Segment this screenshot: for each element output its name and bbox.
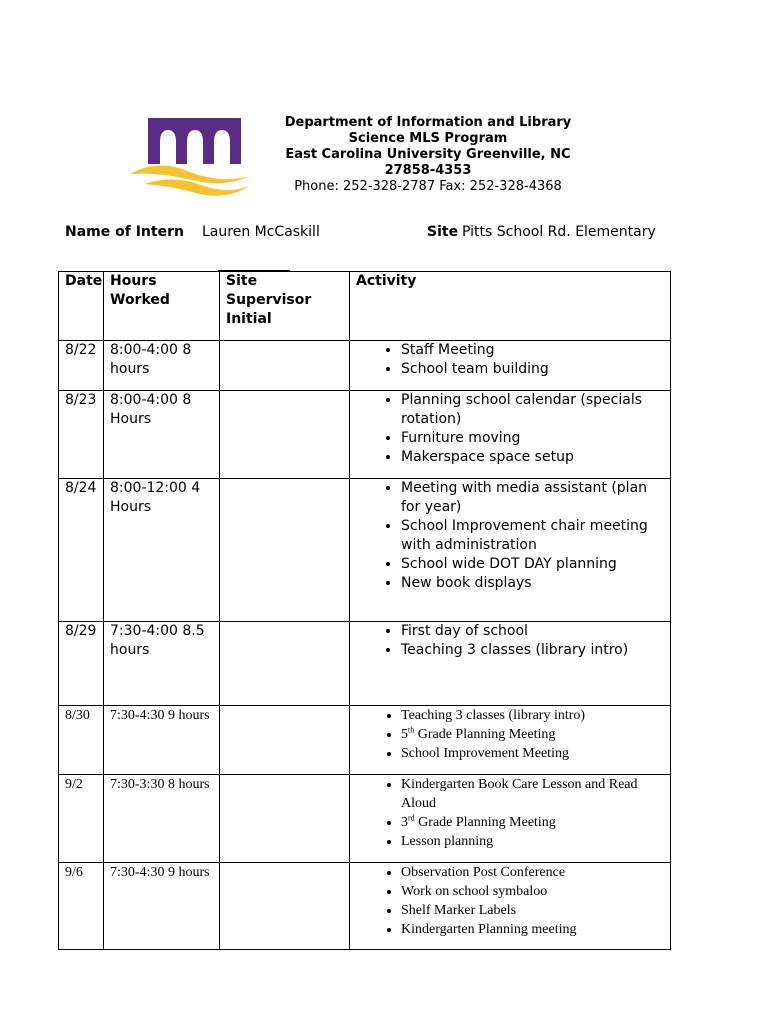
intern-name-value: Lauren McCaskill (202, 224, 320, 240)
table-row (59, 391, 671, 479)
activity-item (401, 479, 664, 517)
site-label: Site (427, 224, 459, 240)
supervisor-initial-cell (220, 479, 350, 622)
header-line-2: Science MLS Program (348, 131, 508, 146)
activity-text: New book displays (401, 575, 532, 591)
header-line-3: East Carolina University Greenville, NC (285, 147, 571, 162)
date-cell: 9/2 (59, 775, 104, 863)
activity-text: Planning school calendar (specials rotation) (401, 392, 643, 427)
department-header (268, 115, 588, 195)
hours-cell: 8:00-12:00 4 Hours (104, 479, 220, 622)
table-row (59, 479, 671, 622)
activity-text: School Improvement Meeting (401, 746, 569, 761)
activity-item (401, 429, 664, 448)
hours-cell: 8:00-4:00 8 hours (104, 341, 220, 391)
table-header-row (59, 272, 671, 341)
activity-item (401, 641, 664, 660)
ordinal-number: 3 (401, 815, 408, 830)
activity-list (356, 863, 664, 939)
header-supervisor: Site Supervisor Initial (220, 272, 350, 341)
activity-text: Teaching 3 classes (library intro) (401, 708, 586, 723)
intern-name-label: Name of Intern (65, 224, 184, 240)
activity-text: Kindergarten Planning meeting (401, 922, 577, 937)
header-line-4: 27858-4353 (384, 163, 472, 178)
activity-text: Grade Planning Meeting (414, 727, 556, 742)
activity-list (356, 391, 664, 467)
activity-item (401, 706, 664, 725)
activity-text: Meeting with media assistant (plan for year) (401, 480, 648, 515)
date-cell: 8/22 (59, 341, 104, 391)
activity-item (401, 744, 664, 763)
activity-text: Kindergarten Book Care Lesson and Read Aloud (401, 777, 638, 811)
activity-text: Observation Post Conference (401, 865, 566, 880)
activity-text: School Improvement chair meeting with administration (401, 518, 648, 553)
hours-cell: 7:30-4:30 9 hours (104, 706, 220, 775)
activity-list (356, 622, 664, 660)
activity-text: School team building (401, 361, 549, 377)
activity-text: Work on school symbaloo (401, 884, 548, 899)
date-cell: 8/29 (59, 622, 104, 706)
header-line-1: Department of Information and Library (284, 115, 572, 130)
activity-text: Shelf Marker Labels (401, 903, 517, 918)
activity-list (356, 706, 664, 763)
table-row (59, 863, 671, 950)
hours-cell: 7:30-3:30 8 hours (104, 775, 220, 863)
activity-list (356, 479, 664, 593)
activity-cell (350, 622, 671, 706)
date-cell: 9/6 (59, 863, 104, 950)
date-cell: 8/23 (59, 391, 104, 479)
header-date: Date (59, 272, 104, 341)
activity-item (401, 832, 664, 851)
activity-item (401, 863, 664, 882)
table-row (59, 622, 671, 706)
supervisor-initial-cell (220, 706, 350, 775)
activity-item (401, 360, 664, 379)
activity-item (401, 555, 664, 574)
activity-item (401, 813, 664, 832)
activity-item (401, 517, 664, 555)
hours-cell: 7:30-4:30 9 hours (104, 863, 220, 950)
activity-cell (350, 479, 671, 622)
activity-cell (350, 706, 671, 775)
ordinal-suffix: th (408, 725, 415, 735)
activity-list (356, 775, 664, 851)
supervisor-initial-cell (220, 622, 350, 706)
date-cell: 8/24 (59, 479, 104, 622)
activity-list (356, 341, 664, 379)
intern-info-row (65, 224, 705, 244)
activity-item (401, 622, 664, 641)
activity-item (401, 901, 664, 920)
activity-cell (350, 391, 671, 479)
activity-cell (350, 341, 671, 391)
activity-text: Makerspace space setup (401, 449, 574, 465)
supervisor-initial-cell (220, 391, 350, 479)
activity-text: Grade Planning Meeting (414, 815, 556, 830)
table-row (59, 341, 671, 391)
ecu-logo (128, 114, 252, 200)
activity-item (401, 448, 664, 467)
activity-item (401, 882, 664, 901)
activity-text: First day of school (401, 623, 528, 639)
activity-item (401, 920, 664, 939)
ordinal-suffix: rd (408, 813, 415, 823)
hours-cell: 8:00-4:00 8 Hours (104, 391, 220, 479)
supervisor-initial-cell (220, 863, 350, 950)
ordinal-number: 5 (401, 727, 408, 742)
header-activity: Activity (350, 272, 671, 341)
activity-log-table (58, 271, 671, 950)
date-cell: 8/30 (59, 706, 104, 775)
supervisor-initial-cell (220, 775, 350, 863)
header-hours: Hours Worked (104, 272, 220, 341)
phone-fax: Phone: 252-328-2787 Fax: 252-328-4368 (294, 179, 562, 194)
hours-cell: 7:30-4:00 8.5 hours (104, 622, 220, 706)
activity-cell (350, 775, 671, 863)
activity-item (401, 341, 664, 360)
activity-item (401, 574, 664, 593)
activity-text: School wide DOT DAY planning (401, 556, 617, 572)
table-row (59, 775, 671, 863)
activity-text: Staff Meeting (401, 342, 495, 358)
activity-text: Lesson planning (401, 834, 494, 849)
table-row (59, 706, 671, 775)
site-value: Pitts School Rd. Elementary (462, 224, 656, 240)
activity-text: Teaching 3 classes (library intro) (401, 642, 629, 658)
supervisor-initial-cell (220, 341, 350, 391)
activity-item (401, 725, 664, 744)
activity-item (401, 391, 664, 429)
activity-text: Furniture moving (401, 430, 521, 446)
activity-item (401, 775, 664, 813)
activity-cell (350, 863, 671, 950)
